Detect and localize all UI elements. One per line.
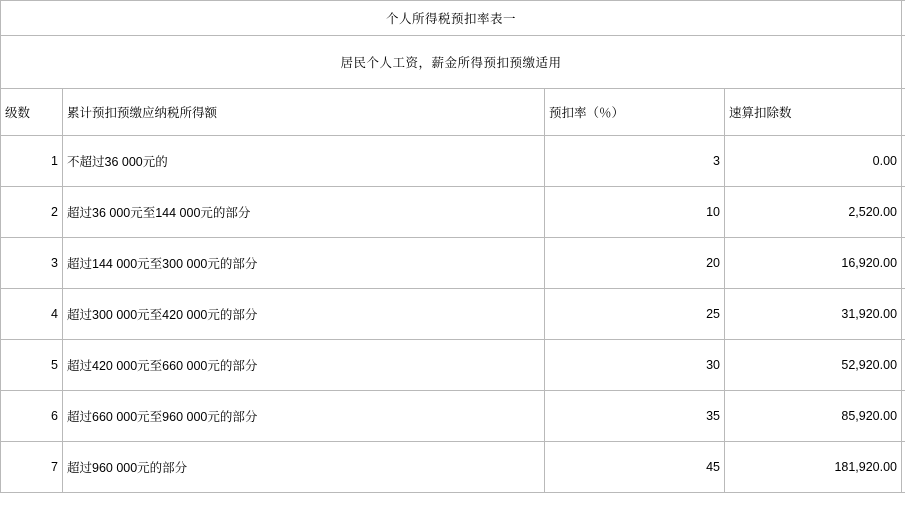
table-row <box>1 391 905 442</box>
cell-rate: 30 <box>545 340 725 391</box>
cell-income: 超过300 000元至420 000元的部分 <box>63 289 545 340</box>
header-level: 级数 <box>1 89 63 136</box>
table-title-row <box>1 1 905 36</box>
header-rate: 预扣率（％） <box>545 89 725 136</box>
cell-rate: 3 <box>545 136 725 187</box>
row-spacer <box>902 187 905 238</box>
row-spacer <box>902 340 905 391</box>
cell-level: 1 <box>1 136 63 187</box>
table-row <box>1 340 905 391</box>
table-row <box>1 442 905 493</box>
header-deduction: 速算扣除数 <box>725 89 902 136</box>
cell-deduction: 16,920.00 <box>725 238 902 289</box>
cell-income: 超过660 000元至960 000元的部分 <box>63 391 545 442</box>
table-row <box>1 238 905 289</box>
cell-rate: 35 <box>545 391 725 442</box>
table-subtitle-row <box>1 36 905 89</box>
cell-level: 5 <box>1 340 63 391</box>
table-row <box>1 187 905 238</box>
cell-income: 超过144 000元至300 000元的部分 <box>63 238 545 289</box>
row-spacer <box>902 442 905 493</box>
cell-level: 6 <box>1 391 63 442</box>
document-title: 个人所得税预扣率表一 <box>1 1 902 36</box>
subtitle-row-spacer <box>902 36 905 89</box>
cell-deduction: 52,920.00 <box>725 340 902 391</box>
cell-deduction: 2,520.00 <box>725 187 902 238</box>
row-spacer <box>902 391 905 442</box>
row-spacer <box>902 289 905 340</box>
cell-deduction: 181,920.00 <box>725 442 902 493</box>
cell-income: 不超过36 000元的 <box>63 136 545 187</box>
table-row <box>1 289 905 340</box>
cell-income: 超过420 000元至660 000元的部分 <box>63 340 545 391</box>
cell-rate: 10 <box>545 187 725 238</box>
row-spacer <box>902 136 905 187</box>
cell-income: 超过36 000元至144 000元的部分 <box>63 187 545 238</box>
document-subtitle: 居民个人工资，薪金所得预扣预缴适用 <box>1 36 902 89</box>
cell-deduction: 85,920.00 <box>725 391 902 442</box>
cell-rate: 25 <box>545 289 725 340</box>
cell-income: 超过960 000元的部分 <box>63 442 545 493</box>
cell-level: 4 <box>1 289 63 340</box>
cell-level: 7 <box>1 442 63 493</box>
table-header-row <box>1 89 905 136</box>
cell-rate: 45 <box>545 442 725 493</box>
cell-deduction: 31,920.00 <box>725 289 902 340</box>
header-row-spacer <box>902 89 905 136</box>
cell-level: 3 <box>1 238 63 289</box>
cell-rate: 20 <box>545 238 725 289</box>
row-spacer <box>902 238 905 289</box>
header-income: 累计预扣预缴应纳税所得额 <box>63 89 545 136</box>
title-row-spacer <box>902 1 905 36</box>
cell-level: 2 <box>1 187 63 238</box>
table-row <box>1 136 905 187</box>
cell-deduction: 0.00 <box>725 136 902 187</box>
